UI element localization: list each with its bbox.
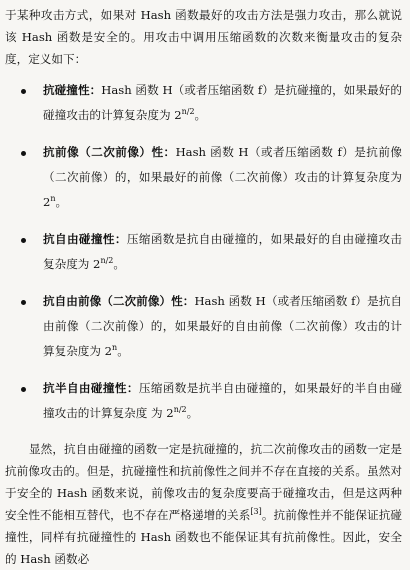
exponent: n/2 xyxy=(100,256,114,266)
bullet-icon xyxy=(21,238,26,243)
bullet-icon xyxy=(21,300,26,305)
definition-tail: 。 xyxy=(194,108,207,122)
bullet-icon xyxy=(21,89,26,94)
definition-item xyxy=(5,227,402,277)
definition-term: 抗半自由碰撞性 xyxy=(43,381,127,395)
intro-paragraph: 于某种攻击方式，如果对 Hash 函数最好的攻击方法是强力攻击，那么就说该 Hash 函数是安全的。用攻击中调用压缩函数的次数来衡量攻击的复杂度，定义如下： xyxy=(5,8,402,66)
definition-item xyxy=(5,78,402,128)
definition-item xyxy=(5,289,402,364)
exponent: n/2 xyxy=(181,107,195,117)
closing-text-2: 。抗前像性并不能保证抗碰撞性，同样有抗碰撞性的 Hash 函数也不能保证其有抗前像性。因此，安全的 Hash 函数必 xyxy=(5,508,402,566)
definition-text: 压缩函数是抗半自由碰撞的，如果最好的半自由碰撞攻击的计算复杂度 为 2 xyxy=(43,381,402,420)
definition-item xyxy=(5,376,402,426)
closing-paragraph xyxy=(5,438,402,570)
definition-term: 抗自由碰撞性 xyxy=(43,232,115,246)
definition-colon: ： xyxy=(182,294,195,308)
definition-text: Hash 函数 H（或者压缩函数 f）是抗前像（二次前像）的，如果最好的前像（二次前像）攻击的计算复杂度为 2 xyxy=(43,145,402,209)
definition-tail: 。 xyxy=(55,195,68,209)
definition-term: 抗碰撞性 xyxy=(43,83,90,97)
bullet-icon xyxy=(21,387,26,392)
definition-term: 抗前像（二次前像）性 xyxy=(43,145,164,159)
definition-colon: ： xyxy=(114,232,127,246)
definition-text: Hash 函数 H（或者压缩函数 f）是抗碰撞的，如果最好的碰撞攻击的计算复杂度为 2 xyxy=(43,83,402,122)
definition-tail: 。 xyxy=(113,257,125,271)
definition-term: 抗自由前像（二次前像）性 xyxy=(43,294,183,308)
definition-list xyxy=(5,78,402,426)
exponent: n xyxy=(50,194,56,204)
definition-text: 压缩函数是抗自由碰撞的，如果最好的自由碰撞攻击复杂度为 2 xyxy=(43,232,402,271)
exponent: n/2 xyxy=(173,405,187,415)
definition-item xyxy=(5,140,402,215)
closing-text-1: 显然，抗自由碰撞的函数一定是抗碰撞的，抗二次前像攻击的函数一定是抗前像攻击的。但是，抗碰撞性和抗前像性之间并不存在直接的关系。虽然对于安全的 Hash 函数来说，前像攻击的复杂度要高于碰撞攻击，但是这两种安全性不能相互替代，也不存在严格递增的关系 xyxy=(5,442,402,522)
bullet-icon xyxy=(21,151,26,156)
definition-text: Hash 函数 H（或者压缩函数 f）是抗自由前像（二次前像）的，如果最好的自由前像（二次前像）攻击的计算复杂度为 2 xyxy=(43,294,402,358)
definition-tail: 。 xyxy=(117,344,129,358)
definition-colon: ： xyxy=(89,83,102,97)
definition-colon: ： xyxy=(163,145,176,159)
definition-tail: 。 xyxy=(186,406,199,420)
definition-colon: ： xyxy=(126,381,139,395)
exponent: n xyxy=(112,343,118,353)
citation-ref: [3] xyxy=(250,507,262,517)
